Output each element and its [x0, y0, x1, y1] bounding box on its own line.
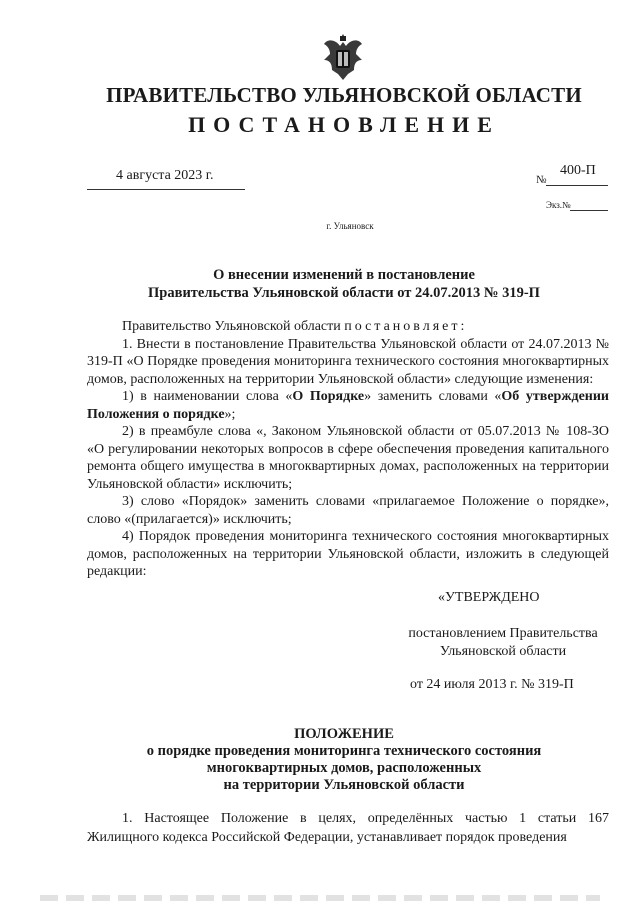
- government-name: ПРАВИТЕЛЬСТВО УЛЬЯНОВСКОЙ ОБЛАСТИ: [106, 83, 582, 107]
- coat-of-arms-icon: [318, 30, 368, 86]
- number-underline: [546, 185, 608, 186]
- decree-number: 400-П: [560, 163, 596, 178]
- p2-bold-a: О Порядке: [292, 389, 365, 404]
- intro-paragraph: [87, 318, 609, 336]
- regulation-body: [87, 809, 609, 847]
- paragraph-1: 1. Внести в постановление Правительства Ульяновской области от 24.07.2013 № 319-П «О Порядке проведения мониторинга технического состояния многоквартирных домов, расположенных на территории Ульяновской области» следующие изменения:: [87, 336, 609, 387]
- next-page-bleed: [40, 895, 600, 901]
- intro-prefix: Правительство Ульяновской области: [122, 319, 341, 334]
- decree-body: [87, 318, 609, 581]
- regulation-paragraph-1: 1. Настоящее Положение в целях, определённых частью 1 статьи 167 Жилищного кодекса Российской Федерации, устанавливает порядок проведения: [87, 811, 609, 845]
- p2-text-b: » заменить словами «: [364, 389, 502, 404]
- approved-stamp-text: «УТВЕРЖДЕНО: [438, 590, 540, 605]
- paragraph-4: 3) слово «Порядок» заменить словами «прилагаемое Положение о порядке», слово «(прилагается)» исключить;: [87, 494, 609, 527]
- approved-by-line-1: постановлением Правительства: [408, 626, 598, 641]
- document-type: ПОСТАНОВЛЕНИЕ: [188, 112, 500, 137]
- regulation-subtitle: [0, 743, 640, 794]
- decree-date: 4 августа 2023 г.: [116, 168, 214, 183]
- regulation-subtitle-1: о порядке проведения мониторинга технического состояния: [146, 743, 542, 759]
- title-line-1: О внесении изменений в постановление: [213, 267, 475, 283]
- date-underline: [87, 189, 245, 190]
- p2-text-c: »;: [224, 406, 236, 422]
- copy-label: Экз.№: [546, 200, 571, 210]
- paragraph-5: 4) Порядок проведения мониторинга технического состояния многоквартирных домов, расположенных на территории Ульяновской области, изложить в следующей редакции:: [87, 529, 609, 579]
- p2-bold-b: Об утверждении Положения о порядке: [87, 389, 609, 422]
- regulation-title: ПОЛОЖЕНИЕ: [294, 726, 394, 742]
- copy-underline: [570, 210, 608, 211]
- decree-title: [0, 266, 640, 302]
- regulation-subtitle-2: многоквартирных домов, расположенных: [206, 760, 482, 776]
- regulation-subtitle-3: на территории Ульяновской области: [223, 777, 465, 793]
- paragraph-2: [87, 388, 609, 423]
- number-sign: №: [536, 174, 547, 186]
- city: г. Ульяновск: [326, 221, 374, 231]
- paragraph-3: 2) в преамбуле слова «, Законом Ульяновской области от 05.07.2013 № 108-ЗО «О регулировании некоторых вопросов в сфере обеспечения проведения капитального ремонта общего имущества в многоквартирных домах, расположенных на территории Ульяновской области» исключить;: [87, 424, 609, 492]
- intro-verb: постановляет:: [344, 319, 468, 334]
- approved-by-line-2: Ульяновской области: [439, 644, 567, 659]
- p2-text-a: 1) в наименовании слова «: [122, 389, 293, 404]
- approved-by: [400, 625, 606, 661]
- approved-date: от 24 июля 2013 г. № 319-П: [410, 677, 574, 692]
- title-line-2: Правительства Ульяновской области от 24.07.2013 № 319-П: [148, 285, 540, 301]
